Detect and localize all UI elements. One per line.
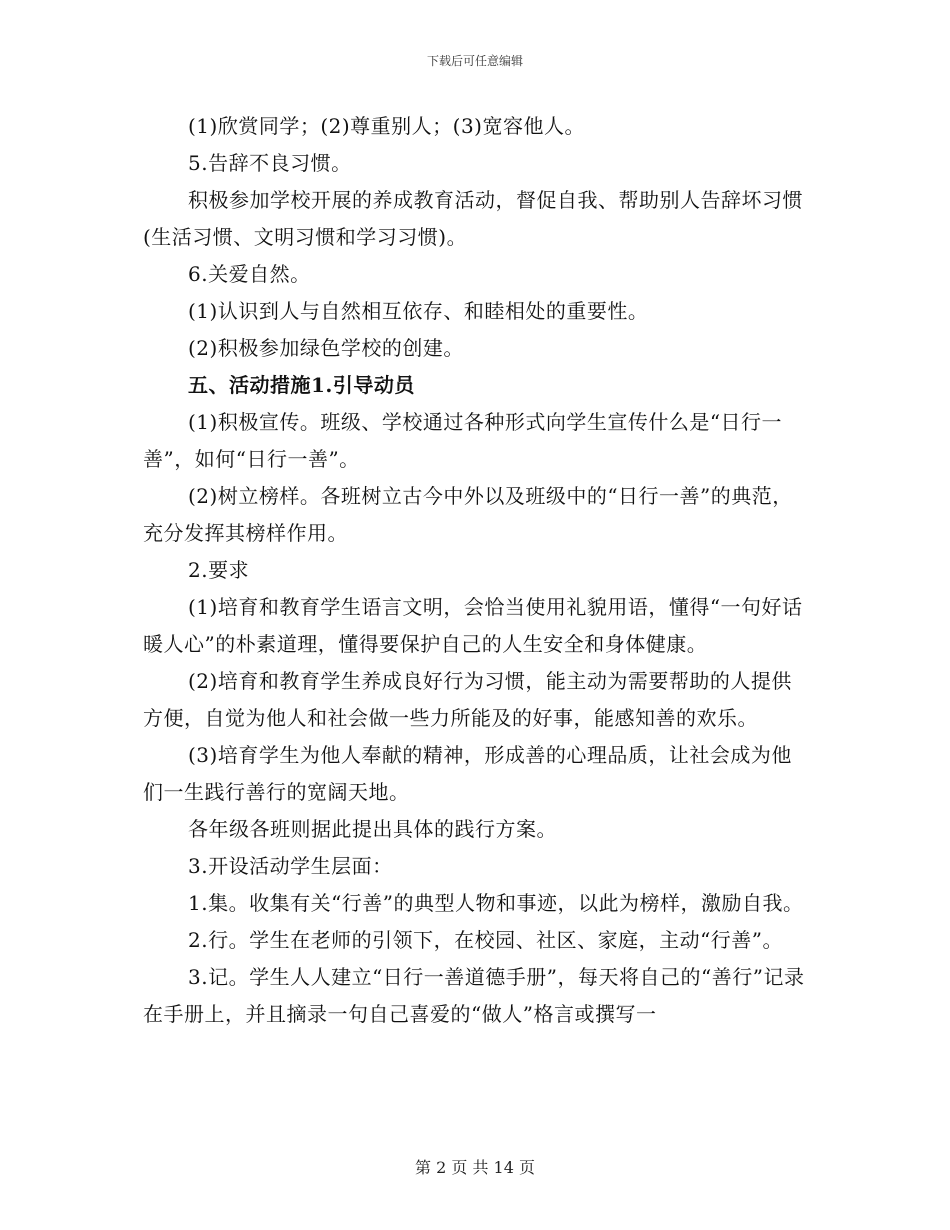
paragraph: 3.记。学生人人建立“日行一善道德手册”，每天将自己的“善行”记录在手册上，并且摘录一句自己喜爱的“做人”格言或撰写一 xyxy=(143,965,805,1026)
paragraph: 各年级各班则据此提出具体的践行方案。 xyxy=(188,817,557,841)
paragraph: (3)培育学生为他人奉献的精神，形成善的心理品质，让社会成为他们一生践行善行的宽阔天地。 xyxy=(143,743,792,804)
paragraph: (1)培育和教育学生语言文明，会恰当使用礼貌用语，懂得“一句好话暖人心”的朴素道理，懂得要保护自己的人生安全和身体健康。 xyxy=(143,595,803,656)
section-heading: 五、活动措施1.引导动员 xyxy=(188,373,415,397)
page-header: 下载后可任意编辑 xyxy=(426,54,523,68)
paragraph: (1)认识到人与自然相互依存、和睦相处的重要性。 xyxy=(188,299,649,323)
paragraph: (1)欣赏同学；(2)尊重别人；(3)宽容他人。 xyxy=(188,114,585,138)
paragraph: (1)积极宣传。班级、学校通过各种形式向学生宣传什么是“日行一善”，如何“日行一善”。 xyxy=(143,410,783,471)
paragraph: 1.集。收集有关“行善”的典型人物和事迹，以此为榜样，激励自我。 xyxy=(188,891,804,915)
page-footer: 第 2 页 共 14 页 xyxy=(415,1158,535,1177)
paragraph: (2)积极参加绿色学校的创建。 xyxy=(188,336,464,360)
paragraph: 5.告辞不良习惯。 xyxy=(188,151,352,175)
document-body xyxy=(143,108,808,1033)
paragraph: (2)培育和教育学生养成良好行为习惯，能主动为需要帮助的人提供方便，自觉为他人和社会做一些力所能及的好事，能感知善的欢乐。 xyxy=(143,669,792,730)
paragraph: 2.要求 xyxy=(188,558,250,582)
paragraph: 积极参加学校开展的养成教育活动，督促自我、帮助别人告辞坏习惯(生活习惯、文明习惯和学习习惯)。 xyxy=(143,188,803,249)
paragraph: 2.行。学生在老师的引领下，在校园、社区、家庭，主动“行善”。 xyxy=(188,928,784,952)
paragraph: 6.关爱自然。 xyxy=(188,262,311,286)
paragraph: (2)树立榜样。各班树立古今中外以及班级中的“日行一善”的典范，充分发挥其榜样作用。 xyxy=(143,484,793,545)
paragraph: 3.开设活动学生层面： xyxy=(188,854,393,878)
